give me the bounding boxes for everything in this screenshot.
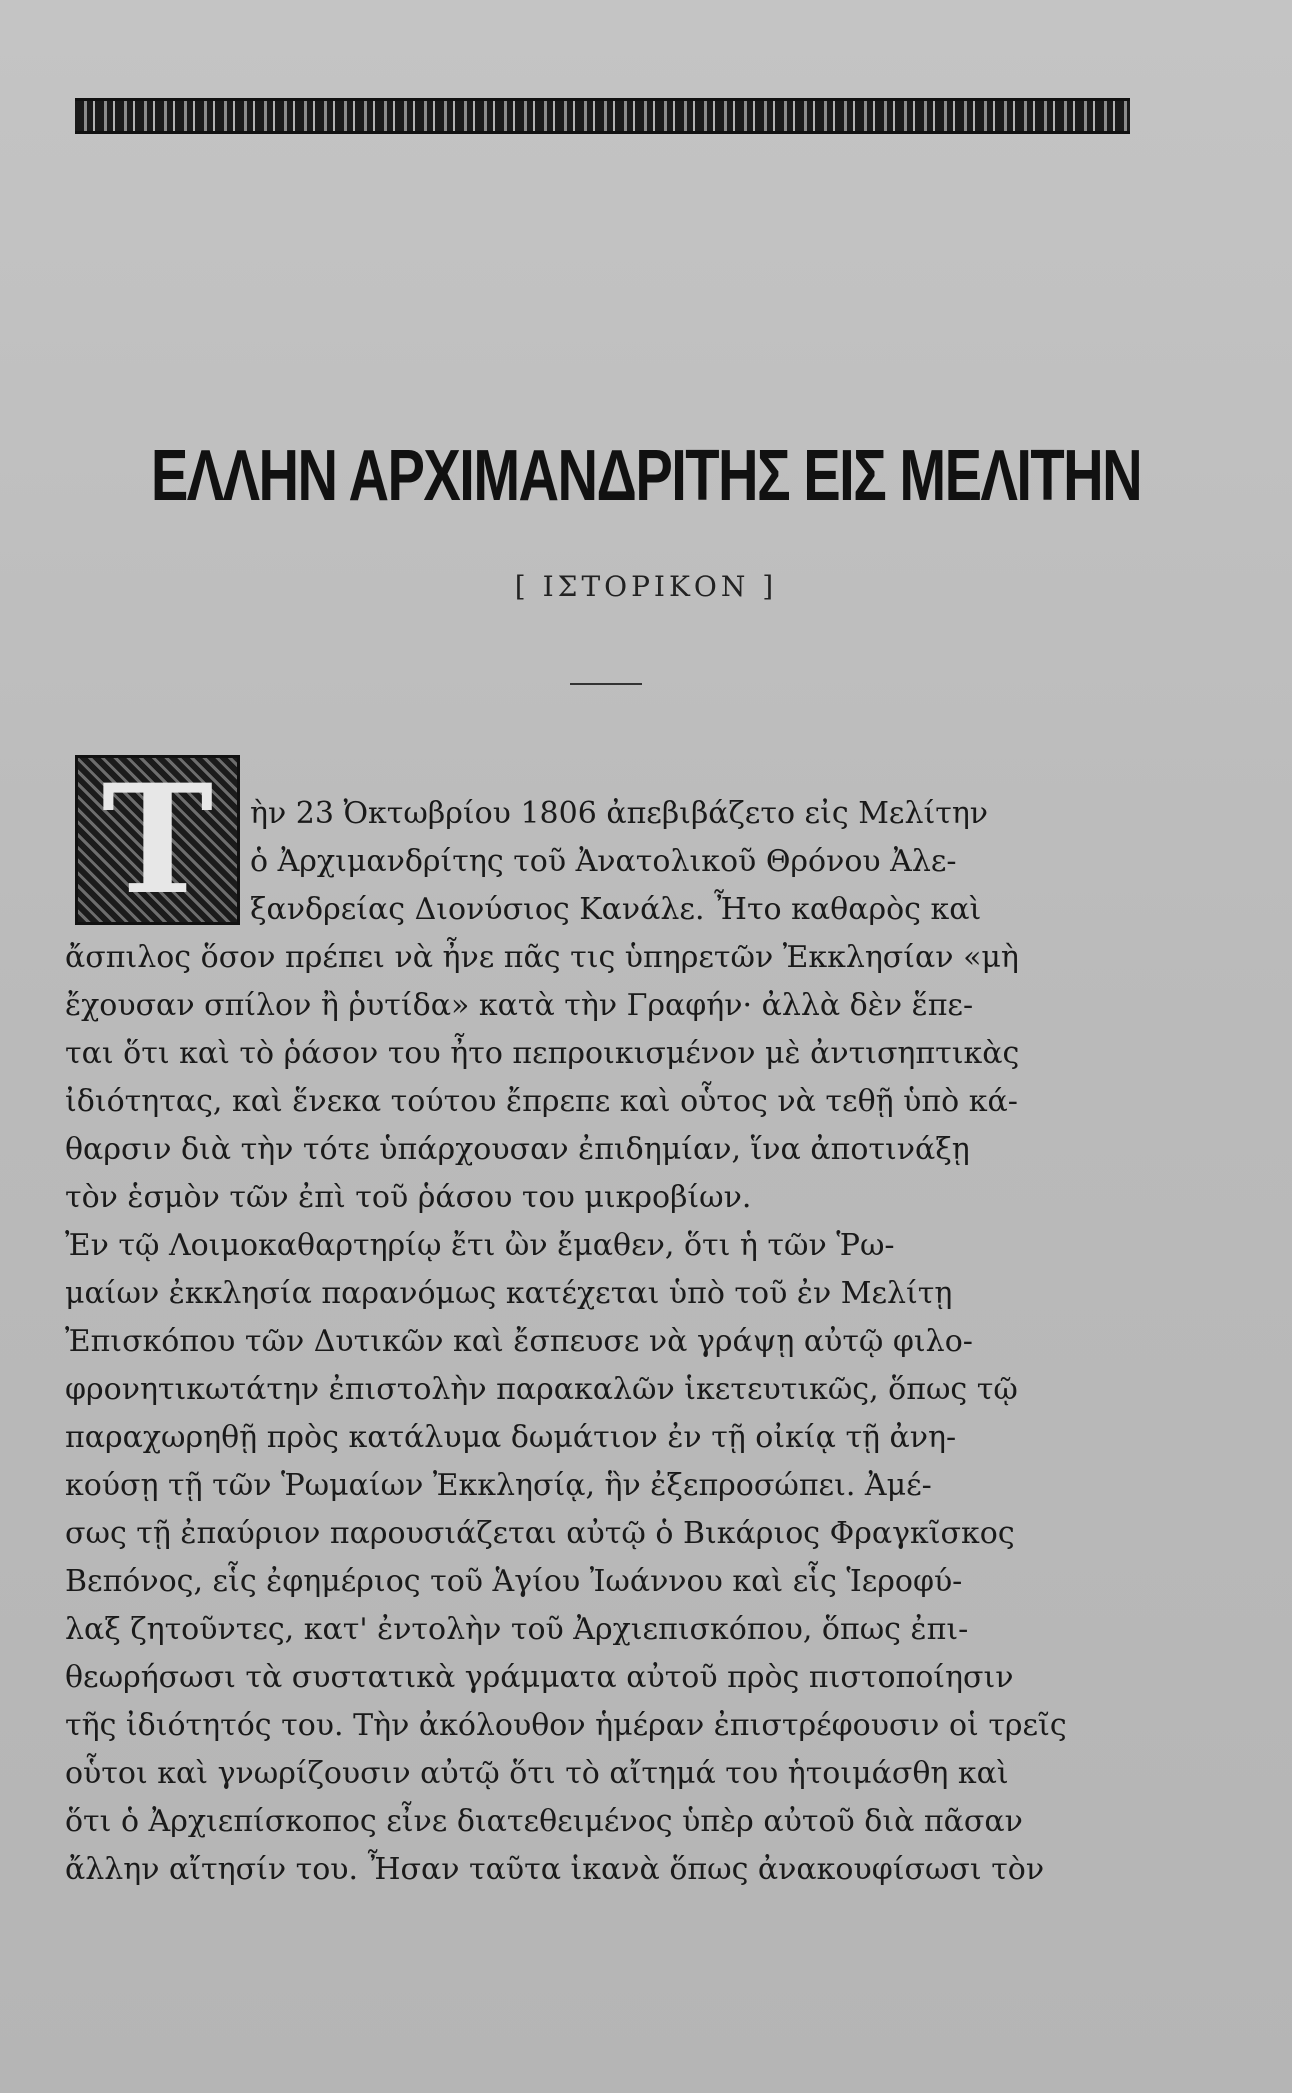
text-line: κούσῃ τῇ τῶν Ῥωμαίων Ἐκκλησίᾳ, ἣν ἐξεπροσώπει. Ἀμέ- (65, 1468, 932, 1503)
initial-letter: T (101, 752, 214, 928)
text-line: ὁ Ἀρχιμανδρίτης τοῦ Ἀνατολικοῦ Θρόνου Ἀλε- (250, 844, 957, 879)
title-divider (570, 683, 642, 685)
text-line: ἄλλην αἴτησίν του. Ἦσαν ταῦτα ἱκανὰ ὅπως ἀνακουφίσωσι τὸν (65, 1852, 1045, 1887)
text-line: ὴν 23 Ὀκτωβρίου 1806 ἀπεβιβάζετο εἰς Μελίτην (250, 796, 989, 831)
text-line: σως τῇ ἐπαύριον παρουσιάζεται αὐτῷ ὁ Βικάριος Φραγκῖσκος (65, 1516, 1015, 1551)
text-line: ται ὅτι καὶ τὸ ῥάσον του ἦτο πεπροικισμένον μὲ ἀντισηπτικὰς (65, 1036, 1020, 1071)
text-line: ξανδρείας Διονύσιος Κανάλε. Ἦτο καθαρὸς καὶ (250, 892, 982, 927)
text-line: λαξ ζητοῦντες, κατ' ἐντολὴν τοῦ Ἀρχιεπισκόπου, ὅπως ἐπι- (65, 1612, 969, 1647)
text-line: Βεπόνος, εἷς ἐφημέριος τοῦ Ἁγίου Ἰωάννου καὶ εἷς Ἱεροφύ- (65, 1564, 963, 1599)
text-line: μαίων ἐκκλησία παρανόμως κατέχεται ὑπὸ τοῦ ἐν Μελίτῃ (65, 1276, 953, 1311)
decorated-initial (75, 752, 240, 928)
text-line: Ἐν τῷ Λοιμοκαθαρτηρίῳ ἔτι ὢν ἔμαθεν, ὅτι ἡ τῶν Ῥω- (65, 1228, 895, 1263)
text-line: φρονητικωτάτην ἐπιστολὴν παρακαλῶν ἱκετευτικῶς, ὅπως τῷ (65, 1372, 1018, 1407)
article-title: ΕΛΛΗΝ ΑΡΧΙΜΑΝΔΡΙΤΗΣ ΕΙΣ ΜΕΛΙΤΗΝ (150, 436, 1142, 516)
text-line: τὸν ἑσμὸν τῶν ἐπὶ τοῦ ῥάσου του μικροβίων. (65, 1180, 752, 1215)
text-line: ἔχουσαν σπίλον ἢ ῥυτίδα» κατὰ τὴν Γραφήν· ἀλλὰ δὲν ἕπε- (65, 988, 974, 1023)
text-line: θαρσιν διὰ τὴν τότε ὑπάρχουσαν ἐπιδημίαν, ἵνα ἀποτινάξῃ (65, 1132, 970, 1167)
text-line: ἰδιότητας, καὶ ἕνεκα τούτου ἔπρεπε καὶ οὗτος νὰ τεθῇ ὑπὸ κά- (65, 1084, 1018, 1119)
decorative-header-band (75, 98, 1130, 134)
text-line: ἄσπιλος ὅσον πρέπει νὰ ἦνε πᾶς τις ὑπηρετῶν Ἐκκλησίαν «μὴ (65, 940, 1019, 975)
text-line: ὅτι ὁ Ἀρχιεπίσκοπος εἶνε διατεθειμένος ὑπὲρ αὐτοῦ διὰ πᾶσαν (65, 1804, 1023, 1839)
text-line: παραχωρηθῇ πρὸς κατάλυμα δωμάτιον ἐν τῇ οἰκίᾳ τῇ ἀνη- (65, 1420, 957, 1455)
article-subtitle: [ ΙΣΤΟΡΙΚΟΝ ] (514, 570, 778, 603)
text-line: θεωρήσωσι τὰ συστατικὰ γράμματα αὐτοῦ πρὸς πιστοποίησιν (65, 1660, 1014, 1695)
text-line: Ἐπισκόπου τῶν Δυτικῶν καὶ ἔσπευσε νὰ γράψῃ αὐτῷ φιλο- (65, 1324, 973, 1359)
text-line: τῆς ἰδιότητός του. Τὴν ἀκόλουθον ἡμέραν ἐπιστρέφουσιν οἱ τρεῖς (65, 1708, 1067, 1743)
text-line: οὗτοι καὶ γνωρίζουσιν αὐτῷ ὅτι τὸ αἴτημά του ἡτοιμάσθη καὶ (65, 1756, 1009, 1791)
